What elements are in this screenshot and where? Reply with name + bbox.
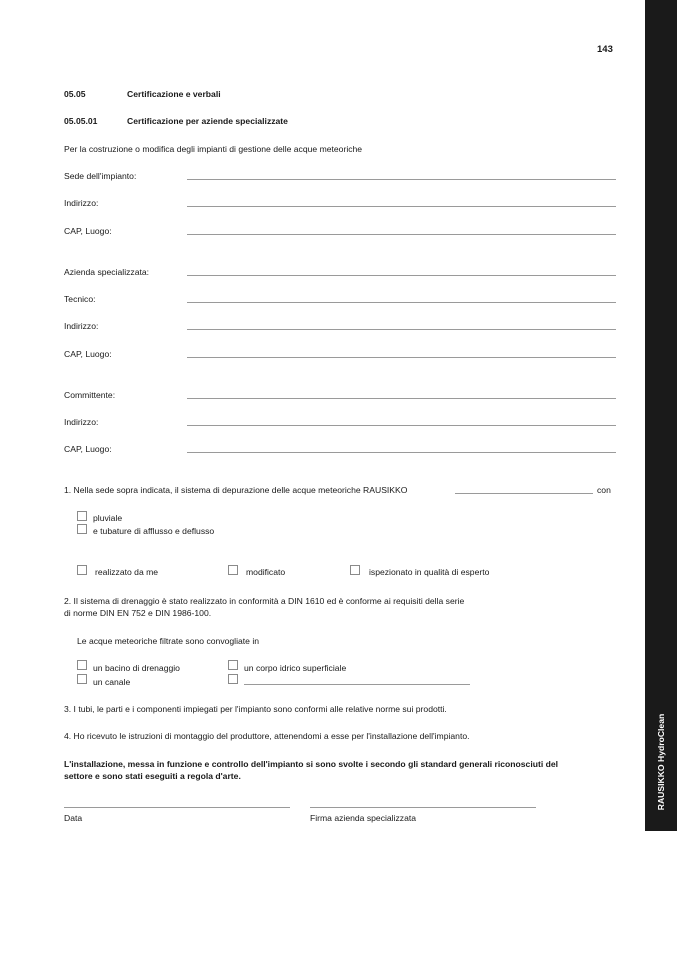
side-tab-label: RAUSIKKO HydroClean — [656, 713, 666, 811]
date-label: Data — [64, 813, 83, 823]
field-line-indirizzo[interactable] — [187, 425, 616, 426]
other-fill-line[interactable] — [244, 684, 470, 685]
field-label-azienda: Azienda specializzata: — [64, 267, 150, 277]
field-label-indirizzo: Indirizzo: — [64, 321, 99, 331]
item-1-fill-line[interactable] — [455, 493, 593, 494]
checkbox-tubature[interactable] — [77, 524, 87, 534]
checkbox-ispezionato[interactable] — [350, 565, 360, 575]
option-pluviale: pluviale — [93, 513, 123, 523]
checkbox-pluviale[interactable] — [77, 511, 87, 521]
field-line-cap[interactable] — [187, 234, 616, 235]
option-modificato: modificato — [246, 567, 286, 577]
option-canale: un canale — [93, 677, 131, 687]
item-1-suffix: con — [597, 485, 611, 495]
field-line-sede[interactable] — [187, 179, 616, 180]
section-title: Certificazione e verbali — [127, 89, 221, 99]
field-line-cap[interactable] — [187, 357, 616, 358]
field-line-indirizzo[interactable] — [187, 206, 616, 207]
field-label-cap: CAP, Luogo: — [64, 349, 112, 359]
field-label-cap: CAP, Luogo: — [64, 226, 112, 236]
option-ispezionato: ispezionato in qualità di esperto — [369, 567, 490, 577]
field-line-azienda[interactable] — [187, 275, 616, 276]
section-number: 05.05 — [64, 89, 86, 99]
field-label-tecnico: Tecnico: — [64, 294, 96, 304]
page-number: 143 — [597, 44, 613, 55]
item-4-text: 4. Ho ricevuto le istruzioni di montaggio del produttore, attenendomi a esse per l'installazione dell'impianto. — [64, 731, 470, 741]
signature-label: Firma azienda specializzata — [310, 813, 417, 823]
checkbox-realizzato[interactable] — [77, 565, 87, 575]
field-label-sede: Sede dell'impianto: — [64, 171, 137, 181]
company-signature-line[interactable] — [310, 807, 536, 808]
checkbox-modificato[interactable] — [228, 565, 238, 575]
intro-text: Per la costruzione o modifica degli impianti di gestione delle acque meteoriche — [64, 144, 363, 154]
option-corpo-idrico: un corpo idrico superficiale — [244, 663, 347, 673]
item-2-line-2: di norme DIN EN 752 e DIN 1986-100. — [64, 608, 212, 618]
item-1-text: 1. Nella sede sopra indicata, il sistema di depurazione delle acque meteoriche RAUSIKKO — [64, 485, 408, 495]
field-line-indirizzo[interactable] — [187, 329, 616, 330]
field-label-committente: Committente: — [64, 390, 116, 400]
option-realizzato: realizzato da me — [95, 567, 159, 577]
checkbox-other[interactable] — [228, 674, 238, 684]
side-tab — [645, 0, 677, 831]
field-line-cap[interactable] — [187, 452, 616, 453]
field-label-indirizzo: Indirizzo: — [64, 198, 99, 208]
item-3-text: 3. I tubi, le parti e i componenti impiegati per l'impianto sono conformi alle relative norme sui prodotti. — [64, 704, 447, 714]
checkbox-canale[interactable] — [77, 674, 87, 684]
conveyed-text: Le acque meteoriche filtrate sono convogliate in — [77, 636, 260, 646]
field-label-indirizzo: Indirizzo: — [64, 417, 99, 427]
statement-line-2: settore e sono stati eseguiti a regola d'arte. — [64, 771, 241, 781]
field-line-committente[interactable] — [187, 398, 616, 399]
checkbox-corpo-idrico[interactable] — [228, 660, 238, 670]
checkbox-bacino[interactable] — [77, 660, 87, 670]
field-line-tecnico[interactable] — [187, 302, 616, 303]
subsection-title: Certificazione per aziende specializzate — [127, 116, 288, 126]
field-label-cap: CAP, Luogo: — [64, 444, 112, 454]
date-signature-line[interactable] — [64, 807, 290, 808]
statement-line-1: L'installazione, messa in funzione e controllo dell'impianto si sono svolte i secondo gli standard generali riconosciuti del — [64, 759, 559, 769]
option-bacino: un bacino di drenaggio — [93, 663, 180, 673]
option-tubature: e tubature di afflusso e deflusso — [93, 526, 215, 536]
subsection-number: 05.05.01 — [64, 116, 98, 126]
item-2-line-1: 2. Il sistema di drenaggio è stato realizzato in conformità a DIN 1610 ed è conforme ai requisiti della serie — [64, 596, 465, 606]
